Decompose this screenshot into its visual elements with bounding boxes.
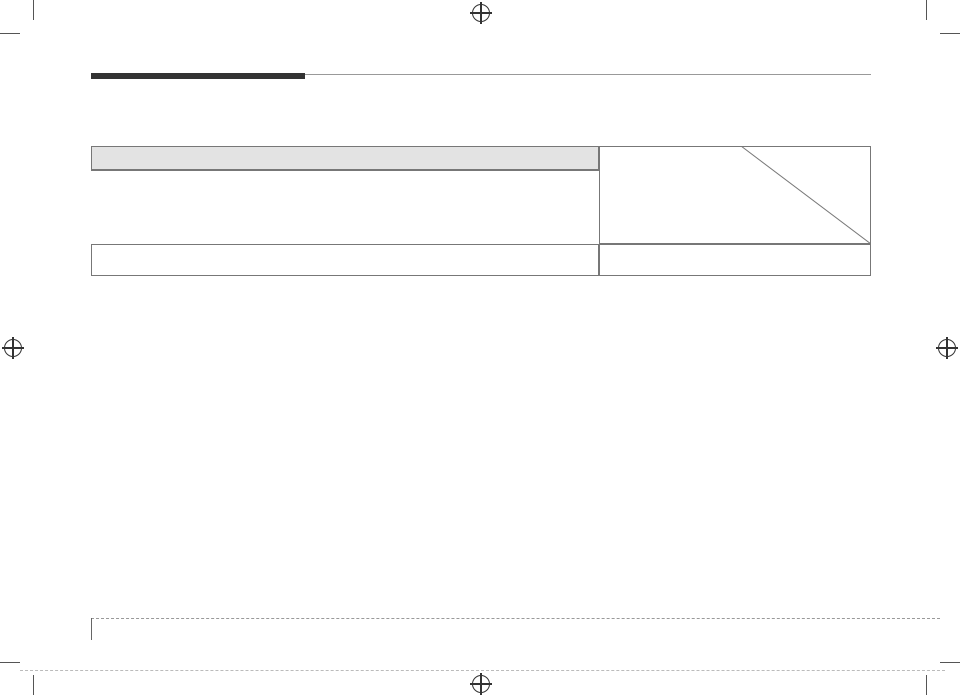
header-bar [91,73,305,79]
registration-mark-icon [472,675,490,693]
crop-mark [940,662,960,663]
months-label [599,170,709,194]
page-rule [91,618,940,619]
km-label [599,218,709,244]
miles-label [599,194,709,218]
span-header [91,146,599,170]
crop-mark [926,0,927,20]
crop-mark [33,0,34,20]
crop-mark [926,675,927,695]
page-divider [91,618,92,640]
registration-mark-icon [938,339,956,357]
crop-mark [940,33,960,34]
registration-mark-icon [4,339,22,357]
registration-mark-icon [472,4,490,22]
row-label [599,244,871,276]
crop-mark [0,662,20,663]
crop-mark [0,33,20,34]
slug-rule [20,670,945,671]
interval-row [91,244,599,276]
grid [91,146,871,468]
crop-mark [33,675,34,695]
